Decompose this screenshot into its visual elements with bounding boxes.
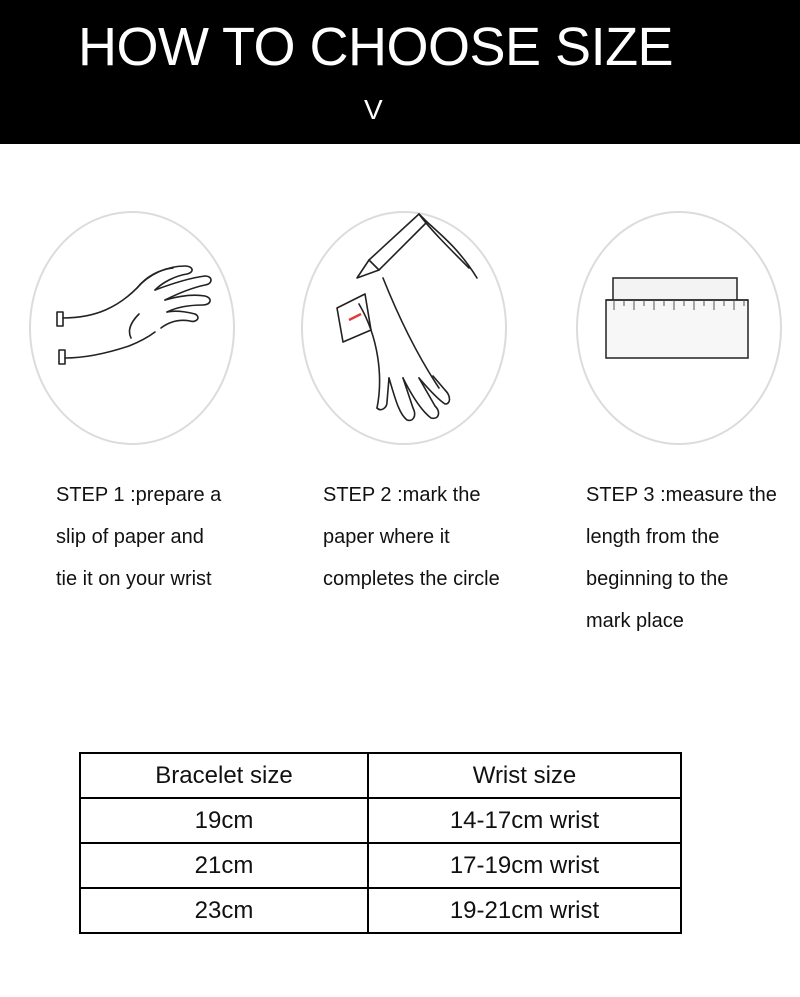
step-3-line-3: beginning to the	[586, 568, 729, 590]
marking-pen-icon	[299, 208, 509, 448]
chevron-down-icon: V	[364, 94, 383, 125]
step-3-illustration	[574, 208, 784, 448]
header-bracelet-size: Bracelet size	[80, 753, 368, 798]
bracelet-size-cell: 21cm	[80, 843, 368, 888]
step-3-line-2: length from the	[586, 526, 720, 548]
wrist-size-cell: 14-17cm wrist	[368, 798, 681, 843]
ruler-icon	[574, 208, 784, 448]
header-banner	[0, 0, 800, 144]
step-1-text	[56, 474, 221, 600]
page-title: HOW TO CHOOSE SIZE	[78, 17, 674, 77]
step-2-illustration	[299, 208, 509, 448]
size-table	[79, 752, 682, 934]
step-1-illustration	[27, 208, 237, 448]
table-row	[80, 888, 681, 933]
step-2-line-3: completes the circle	[323, 568, 500, 590]
table-row	[80, 798, 681, 843]
step-1-line-1: STEP 1 :prepare a	[56, 484, 222, 506]
step-2-line-2: paper where it	[323, 526, 450, 548]
header-wrist-size: Wrist size	[368, 753, 681, 798]
wrist-size-cell: 19-21cm wrist	[368, 888, 681, 933]
step-1-line-2: slip of paper and	[56, 526, 204, 548]
step-3-line-4: mark place	[586, 610, 684, 632]
table-row	[80, 843, 681, 888]
step-2-line-1: STEP 2 :mark the	[323, 484, 481, 506]
table-header-row	[80, 753, 681, 798]
step-3-line-1: STEP 3 :measure the	[586, 484, 777, 506]
wrist-size-cell: 17-19cm wrist	[368, 843, 681, 888]
bracelet-size-cell: 19cm	[80, 798, 368, 843]
step-2-text	[323, 474, 500, 600]
step-1-line-3: tie it on your wrist	[56, 568, 212, 590]
hand-with-paper-icon	[27, 208, 237, 448]
bracelet-size-cell: 23cm	[80, 888, 368, 933]
step-3-text	[586, 474, 777, 642]
